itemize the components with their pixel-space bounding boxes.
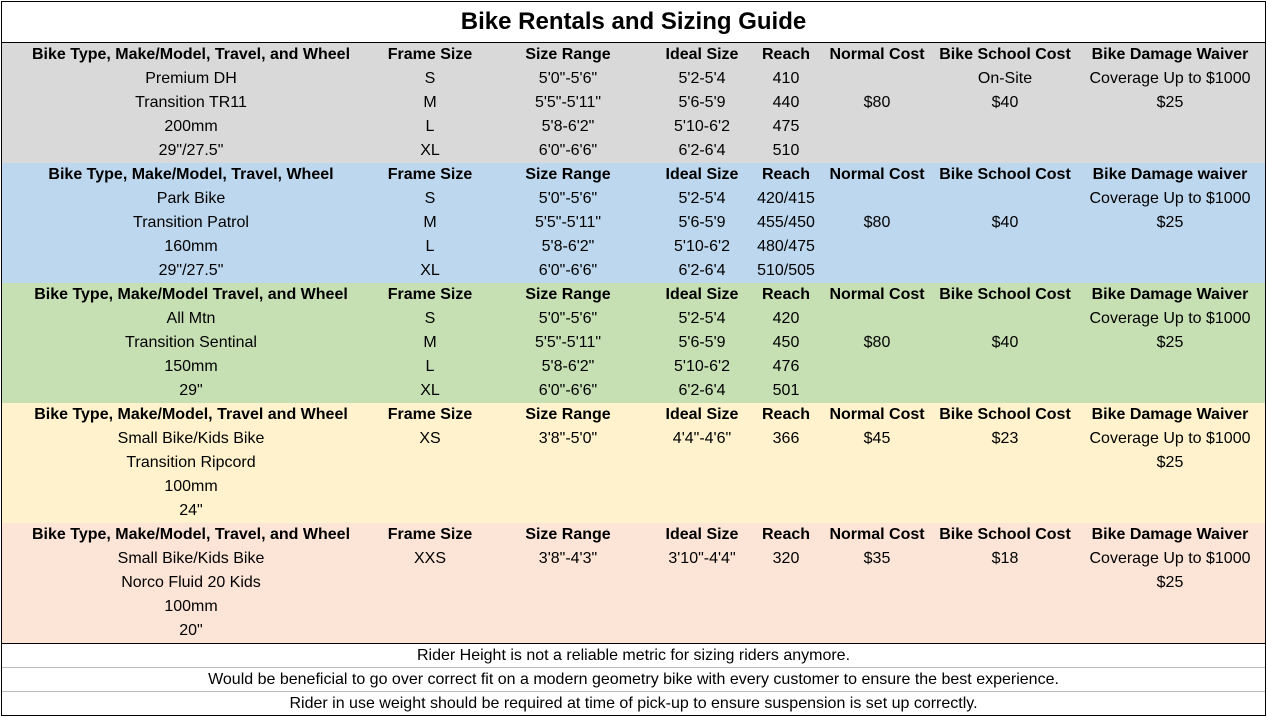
- cell-bike-type: 29"/27.5": [158, 262, 224, 279]
- cell-size-range: 5'8-6'2": [541, 118, 595, 135]
- cell-size-range: 5'8-6'2": [541, 358, 595, 375]
- header-bike-school-cost: Bike School Cost: [939, 286, 1071, 303]
- header-size-range: Size Range: [525, 406, 611, 423]
- cell-damage-waiver: $25: [1156, 334, 1184, 351]
- sizing-table: [2, 43, 1265, 643]
- cell-ideal-size: 5'10-6'2: [674, 358, 730, 375]
- header-damage-waiver: Bike Damage Waiver: [1091, 526, 1249, 543]
- header-bike-school-cost: Bike School Cost: [939, 406, 1071, 423]
- cell-ideal-size: 6'2-6'4: [678, 382, 726, 399]
- header-frame-size: Frame Size: [387, 286, 473, 303]
- bike-section: [2, 283, 1265, 403]
- header-damage-waiver: Bike Damage Waiver: [1091, 46, 1249, 63]
- cell-bike-type: Small Bike/Kids Bike: [117, 430, 265, 447]
- cell-bike-type: 24": [179, 502, 203, 519]
- cell-reach: 320: [772, 550, 800, 567]
- table-row: [2, 307, 1265, 331]
- cell-reach: 420/415: [757, 190, 815, 207]
- cell-ideal-size: 6'2-6'4: [678, 142, 726, 159]
- cell-frame-size: L: [425, 238, 435, 255]
- header-frame-size: Frame Size: [387, 526, 473, 543]
- cell-ideal-size: 6'2-6'4: [678, 262, 726, 279]
- cell-size-range: 3'8"-4'3": [538, 550, 598, 567]
- header-bike-type: Bike Type, Make/Model Travel, and Wheel: [34, 286, 348, 303]
- cell-bike-type: Transition Sentinal: [125, 334, 257, 351]
- cell-damage-waiver: Coverage Up to $1000: [1089, 70, 1251, 87]
- bike-section: [2, 163, 1265, 283]
- table-row: [2, 379, 1265, 403]
- header-bike-school-cost: Bike School Cost: [939, 166, 1071, 183]
- header-size-range: Size Range: [525, 286, 611, 303]
- cell-frame-size: XL: [420, 142, 440, 159]
- header-normal-cost: Normal Cost: [829, 526, 925, 543]
- cell-size-range: 3'8"-5'0": [538, 430, 598, 447]
- cell-bike-type: Park Bike: [156, 190, 226, 207]
- cell-ideal-size: 5'10-6'2: [674, 238, 730, 255]
- notes-area: [2, 643, 1265, 715]
- header-reach: Reach: [761, 46, 811, 63]
- cell-reach: 455/450: [757, 214, 815, 231]
- table-row: [2, 475, 1265, 499]
- cell-bike-type: 20": [179, 622, 203, 639]
- cell-size-range: 6'0"-6'6": [538, 262, 598, 279]
- header-damage-waiver: Bike Damage Waiver: [1091, 286, 1249, 303]
- cell-bike-type: 160mm: [164, 238, 218, 255]
- header-frame-size: Frame Size: [387, 46, 473, 63]
- header-damage-waiver: Bike Damage waiver: [1092, 166, 1248, 183]
- cell-normal-cost: $80: [863, 214, 891, 231]
- cell-frame-size: S: [424, 190, 436, 207]
- header-damage-waiver: Bike Damage Waiver: [1091, 406, 1249, 423]
- table-row: [2, 187, 1265, 211]
- header-reach: Reach: [761, 526, 811, 543]
- table-row: [2, 499, 1265, 523]
- cell-size-range: 5'5"-5'11": [534, 334, 602, 351]
- header-bike-school-cost: Bike School Cost: [939, 46, 1071, 63]
- cell-size-range: 5'0"-5'6": [538, 190, 598, 207]
- cell-frame-size: L: [425, 118, 435, 135]
- rental-sizing-sheet: [1, 1, 1266, 716]
- section-header-row: [2, 283, 1265, 307]
- cell-size-range: 5'8-6'2": [541, 238, 595, 255]
- cell-bike-type: 29": [179, 382, 203, 399]
- cell-reach: 410: [772, 70, 800, 87]
- cell-damage-waiver: Coverage Up to $1000: [1089, 550, 1251, 567]
- table-row: [2, 235, 1265, 259]
- cell-normal-cost: $35: [863, 550, 891, 567]
- cell-size-range: 5'5"-5'11": [534, 94, 602, 111]
- cell-bike-type: Transition Ripcord: [126, 454, 256, 471]
- cell-frame-size: XXS: [413, 550, 446, 567]
- header-bike-type: Bike Type, Make/Model, Travel, Wheel: [48, 166, 334, 183]
- cell-frame-size: M: [423, 94, 437, 111]
- table-row: [2, 67, 1265, 91]
- cell-bike-type: 100mm: [164, 598, 218, 615]
- cell-size-range: 6'0"-6'6": [538, 142, 598, 159]
- cell-frame-size: XL: [420, 382, 440, 399]
- table-row: [2, 211, 1265, 235]
- cell-bike-type: Norco Fluid 20 Kids: [121, 574, 261, 591]
- cell-reach: 475: [772, 118, 800, 135]
- cell-size-range: 6'0"-6'6": [538, 382, 598, 399]
- cell-frame-size: M: [423, 214, 437, 231]
- cell-ideal-size: 5'6-5'9: [678, 94, 726, 111]
- section-header-row: [2, 523, 1265, 547]
- cell-ideal-size: 5'10-6'2: [674, 118, 730, 135]
- cell-reach: 501: [772, 382, 800, 399]
- table-row: [2, 571, 1265, 595]
- cell-damage-waiver: $25: [1156, 574, 1184, 591]
- table-row: [2, 619, 1265, 643]
- header-normal-cost: Normal Cost: [829, 286, 925, 303]
- cell-bike-type: 200mm: [164, 118, 218, 135]
- table-row: [2, 139, 1265, 163]
- header-frame-size: Frame Size: [387, 166, 473, 183]
- bike-section: [2, 43, 1265, 163]
- note-line: Would be beneficial to go over correct fit on a modern geometry bike with every customer to ensure the best experience.: [2, 668, 1265, 692]
- header-ideal-size: Ideal Size: [665, 526, 739, 543]
- table-row: [2, 355, 1265, 379]
- cell-damage-waiver: $25: [1156, 454, 1184, 471]
- cell-frame-size: M: [423, 334, 437, 351]
- table-row: [2, 91, 1265, 115]
- cell-bike-type: 150mm: [164, 358, 218, 375]
- header-size-range: Size Range: [525, 526, 611, 543]
- cell-bike-type: All Mtn: [166, 310, 216, 327]
- header-ideal-size: Ideal Size: [665, 46, 739, 63]
- section-header-row: [2, 163, 1265, 187]
- cell-reach: 420: [772, 310, 800, 327]
- cell-reach: 450: [772, 334, 800, 351]
- cell-damage-waiver: Coverage Up to $1000: [1089, 430, 1251, 447]
- header-normal-cost: Normal Cost: [829, 406, 925, 423]
- cell-frame-size: XL: [420, 262, 440, 279]
- cell-ideal-size: 5'2-5'4: [678, 310, 726, 327]
- cell-bike-school-cost: $18: [991, 550, 1019, 567]
- cell-frame-size: XS: [419, 430, 441, 447]
- cell-damage-waiver: Coverage Up to $1000: [1089, 310, 1251, 327]
- cell-bike-type: Transition Patrol: [133, 214, 249, 231]
- header-normal-cost: Normal Cost: [829, 46, 925, 63]
- cell-ideal-size: 5'2-5'4: [678, 190, 726, 207]
- cell-normal-cost: $45: [863, 430, 891, 447]
- header-size-range: Size Range: [525, 46, 611, 63]
- section-header-row: [2, 43, 1265, 67]
- cell-bike-school-cost: $23: [991, 430, 1019, 447]
- cell-reach: 440: [772, 94, 800, 111]
- cell-bike-type: Transition TR11: [135, 94, 247, 111]
- cell-damage-waiver: $25: [1156, 214, 1184, 231]
- cell-reach: 510/505: [757, 262, 815, 279]
- cell-bike-type: Small Bike/Kids Bike: [117, 550, 265, 567]
- cell-ideal-size: 3'10"-4'4": [668, 550, 736, 567]
- cell-bike-school-cost: $40: [991, 334, 1019, 351]
- table-row: [2, 115, 1265, 139]
- cell-damage-waiver: $25: [1156, 94, 1184, 111]
- header-bike-type: Bike Type, Make/Model, Travel, and Wheel: [31, 46, 351, 63]
- cell-size-range: 5'0"-5'6": [538, 70, 598, 87]
- cell-bike-type: Premium DH: [145, 70, 237, 87]
- cell-ideal-size: 5'2-5'4: [678, 70, 726, 87]
- cell-bike-school-cost: $40: [991, 214, 1019, 231]
- note-line: Rider Height is not a reliable metric for sizing riders anymore.: [2, 644, 1265, 668]
- cell-reach: 476: [772, 358, 800, 375]
- header-ideal-size: Ideal Size: [665, 406, 739, 423]
- cell-ideal-size: 4'4"-4'6": [672, 430, 732, 447]
- cell-normal-cost: $80: [863, 334, 891, 351]
- cell-bike-type: 29"/27.5": [158, 142, 224, 159]
- header-bike-school-cost: Bike School Cost: [939, 526, 1071, 543]
- cell-bike-school-cost: $40: [991, 94, 1019, 111]
- table-row: [2, 331, 1265, 355]
- table-row: [2, 595, 1265, 619]
- cell-reach: 366: [772, 430, 800, 447]
- note-line: Rider in use weight should be required at time of pick-up to ensure suspension is set up correctly.: [289, 695, 978, 712]
- header-reach: Reach: [761, 406, 811, 423]
- table-row: [2, 427, 1265, 451]
- cell-frame-size: S: [424, 310, 436, 327]
- header-reach: Reach: [761, 286, 811, 303]
- cell-bike-school-cost: On-Site: [977, 70, 1033, 87]
- header-frame-size: Frame Size: [387, 406, 473, 423]
- cell-size-range: 5'0"-5'6": [538, 310, 598, 327]
- cell-bike-type: 100mm: [164, 478, 218, 495]
- cell-damage-waiver: Coverage Up to $1000: [1089, 190, 1251, 207]
- table-row: [2, 259, 1265, 283]
- header-ideal-size: Ideal Size: [665, 286, 739, 303]
- cell-ideal-size: 5'6-5'9: [678, 214, 726, 231]
- header-ideal-size: Ideal Size: [665, 166, 739, 183]
- cell-size-range: 5'5"-5'11": [534, 214, 602, 231]
- header-reach: Reach: [761, 166, 811, 183]
- section-header-row: [2, 403, 1265, 427]
- bike-section: [2, 403, 1265, 523]
- sheet-title: Bike Rentals and Sizing Guide: [2, 2, 1265, 43]
- header-bike-type: Bike Type, Make/Model, Travel and Wheel: [34, 406, 348, 423]
- cell-frame-size: L: [425, 358, 435, 375]
- table-row: [2, 451, 1265, 475]
- cell-ideal-size: 5'6-5'9: [678, 334, 726, 351]
- bike-section: [2, 523, 1265, 643]
- table-row: [2, 547, 1265, 571]
- cell-frame-size: S: [424, 70, 436, 87]
- header-bike-type: Bike Type, Make/Model, Travel, and Wheel: [31, 526, 351, 543]
- header-normal-cost: Normal Cost: [829, 166, 925, 183]
- cell-reach: 510: [772, 142, 800, 159]
- cell-reach: 480/475: [757, 238, 815, 255]
- cell-normal-cost: $80: [863, 94, 891, 111]
- header-size-range: Size Range: [525, 166, 611, 183]
